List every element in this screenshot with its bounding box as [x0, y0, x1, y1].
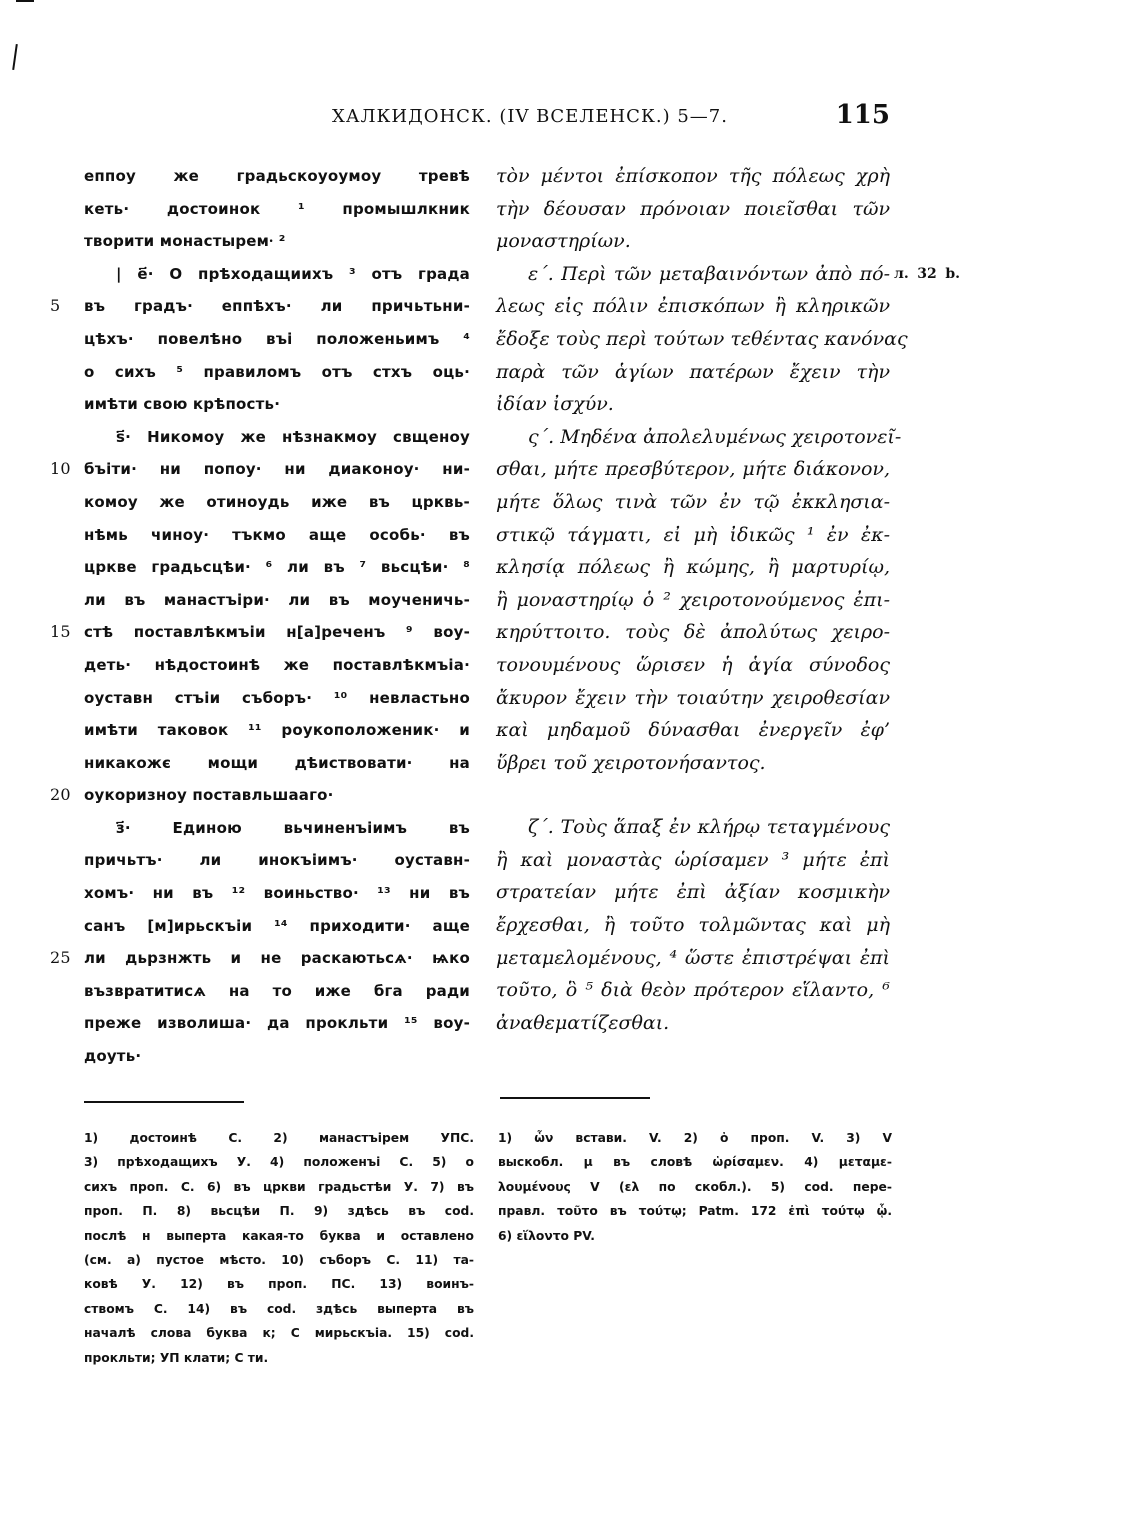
greek-line-text: ὕβρει τοῦ χειροτονήσαντος.	[496, 751, 766, 774]
slavonic-text-line	[84, 910, 470, 943]
scan-mark-left	[12, 44, 18, 70]
greek-line-text: ε΄. Περὶ τῶν μεταβαινόντων ἀπὸ πό-	[528, 262, 890, 285]
greek-text-line	[496, 356, 890, 389]
slavonic-line-text: нѣмь чиноу· тъкмо аще особь· въ	[84, 525, 470, 544]
slavonic-text-line	[84, 877, 470, 910]
greek-line-text: λεως εἰς πόλιν ἐπισκόπων ἢ κληρικῶν	[496, 295, 890, 318]
slavonic-line-text: имѣти свою крѣпость·	[84, 395, 281, 414]
greek-line-text: μοναστηρίων.	[496, 230, 631, 253]
line-number: 15	[50, 622, 71, 642]
greek-text-line	[496, 844, 890, 877]
footnote-line: 3) прѣходащихъ У. 4) положенъі С. 5) о	[84, 1155, 474, 1170]
footnote-line: 6) εἵλοντο PV.	[498, 1228, 595, 1243]
greek-line-text: ἀναθεματίζεσθαι.	[496, 1011, 670, 1034]
slavonic-line-text: причьтъ· ли инокъіимъ· оуставн-	[84, 851, 470, 870]
slavonic-text-line	[84, 551, 470, 584]
greek-line-text: μεταμελομένους, ⁴ ὥστε ἐπιστρέψαι ἐπὶ	[496, 946, 890, 969]
greek-line-text: στικῷ τάγματι, εἰ μὴ ἰδικῶς ¹ ἐν ἐκ-	[496, 523, 890, 546]
slavonic-text-line	[84, 584, 470, 617]
greek-text-line	[496, 616, 890, 649]
slavonic-line-text: деть· нѣдостоинѣ же поставлѣкмъіа·	[84, 655, 470, 674]
slavonic-line-text: възвратитисѧ на то иже бга ради	[84, 981, 470, 1000]
slavonic-text-line	[84, 486, 470, 519]
greek-line-text: κλησίᾳ πόλεως ἢ κώμης, ἢ μαρτυρίῳ,	[496, 556, 890, 579]
slavonic-text-line	[84, 160, 470, 193]
greek-line-text: καὶ μηδαμοῦ δύνασθαι ἐνεργεῖν ἐφ’	[496, 719, 890, 742]
footnote-line: правл. τοῦτο въ τούτῳ; Patm. 172 ἐπὶ τούτῳ ᾧ.	[498, 1204, 892, 1219]
slavonic-text-line	[84, 356, 470, 389]
slavonic-text-line	[84, 193, 470, 226]
slavonic-text-line	[84, 975, 470, 1008]
greek-text-line	[496, 258, 960, 291]
slavonic-line-text: хомъ· ни въ ¹² воиньство· ¹³ ни въ	[84, 884, 470, 903]
slavonic-line-text: цѣхъ· повелѣно въі положеньимъ ⁴	[84, 329, 470, 348]
greek-text-line	[496, 811, 890, 844]
greek-line-text: τοῦτο, ὃ ⁵ διὰ θεὸν πρότερον εἵλαντο, ⁶	[496, 979, 890, 1002]
slavonic-text-line	[50, 453, 470, 486]
greek-line-text: στρατείαν μήτε ἐπὶ ἀξίαν κοσμικὴν	[496, 881, 890, 904]
greek-text-line	[496, 323, 908, 356]
greek-line-text: ἄκυρον ἔχειν τὴν τοιαύτην χειροθεσίαν	[496, 686, 890, 709]
greek-text-line	[496, 551, 890, 584]
footnote-line: проп. П. 8) вьсцѣи П. 9) здѣсь въ cod.	[84, 1204, 474, 1219]
greek-line-text: παρὰ τῶν ἁγίων πατέρων ἔχειν τὴν	[496, 360, 890, 383]
slavonic-line-text: ли дьрзнжть и не раскаютьсѧ· ѩко	[84, 949, 470, 968]
greek-text-line	[496, 290, 890, 323]
greek-text-line	[496, 225, 890, 258]
page-header	[80, 100, 890, 136]
slavonic-text-line	[84, 682, 470, 715]
slavonic-text-line	[84, 812, 470, 845]
slavonic-line-text: творити монастырем⸱ ²	[84, 232, 286, 251]
page-number: 115	[835, 100, 890, 130]
footnote-line: началѣ слова буква к; С мирьскъіа. 15) cod.	[84, 1326, 474, 1341]
greek-line-text: ς΄. Μηδένα ἀπολελυμένως χειροτονεῖ-	[528, 425, 902, 448]
greek-line-text: ἔδοξε τοὺς περὶ τούτων τεθέντας κανόνας	[496, 327, 908, 350]
slavonic-text-line	[84, 225, 470, 258]
footnote-line: λουμένους V (ελ по скобл.). 5) cod. пере-	[498, 1179, 892, 1194]
slavonic-text-line	[84, 747, 470, 780]
slavonic-text-line	[50, 290, 470, 323]
slavonic-line-text: преже изволиша· да прокльти ¹⁵ воу-	[84, 1014, 470, 1033]
slavonic-line-text: санъ [м]ирьскъіи ¹⁴ приходити· аще	[84, 916, 470, 935]
greek-line-text: ἔρχεσθαι, ἢ τοῦτο τολμῶντας καὶ μὴ	[496, 914, 890, 937]
greek-text-line	[496, 453, 890, 486]
slavonic-line-text: о сихъ ⁵ правиломъ отъ стхъ оць·	[84, 362, 470, 381]
footnote-line: 1) достоинѣ С. 2) манастъірем УПС.	[84, 1131, 474, 1145]
greek-text-line	[496, 714, 890, 747]
slavonic-text-line	[84, 388, 470, 421]
slavonic-line-text: доуть·	[84, 1047, 142, 1066]
slavonic-text-line	[50, 779, 470, 812]
slavonic-line-text: кеть· достоинок ¹ промышлкник	[84, 199, 470, 218]
greek-text-line	[496, 388, 890, 421]
running-title: ХАЛКИДОНСК. (IV ВСЕЛЕНСК.) 5—7.	[332, 106, 728, 127]
slavonic-text-line	[84, 1040, 470, 1073]
slavonic-text-line	[50, 942, 470, 975]
greek-text-line	[496, 682, 890, 715]
slavonic-line-text: оукоризноу поставльшааго·	[84, 786, 334, 805]
footnote-line: выскобл. μ въ словѣ ὡρίσαμεν. 4) μεταμε-	[498, 1155, 892, 1170]
greek-line-text: τὴν δέουσαν πρόνοιαν ποιεῖσθαι τῶν	[496, 197, 890, 220]
slavonic-line-text: оуставн стъіи съборъ· ¹⁰ невластьно	[84, 688, 470, 707]
slavonic-line-text: ли въ манастъіри· ли въ моученичь-	[84, 590, 470, 609]
slavonic-line-text: комоу же отиноудь иже въ црквь-	[84, 492, 470, 511]
slavonic-line-text: въ градъ· еппѣхъ· ли причьтьни-	[84, 297, 470, 316]
greek-text-line	[496, 486, 890, 519]
greek-line-text: ζ΄. Τοὺς ἅπαξ ἐν κλήρῳ τεταγμένους	[528, 816, 890, 839]
scan-mark-top	[16, 0, 34, 2]
footnote-line: прокльти; УП клати; С ти.	[84, 1350, 269, 1365]
slavonic-line-text: еппоу же градьскоуоумоу тревѣ	[84, 167, 470, 185]
slavonic-text-line	[84, 844, 470, 877]
greek-text-line	[496, 649, 890, 682]
slavonic-line-text: никакожє мощи дѣиствовати· на	[84, 753, 470, 772]
greek-column	[496, 160, 960, 1039]
greek-text-line	[496, 974, 890, 1007]
slavonic-text-line	[50, 616, 470, 649]
greek-text-line	[496, 519, 890, 552]
footnote-line: ствомъ С. 14) въ cod. здѣсь выперта въ	[84, 1301, 474, 1316]
footnote-rule-left	[84, 1101, 244, 1103]
greek-line-text: σθαι, μήτε πρεσβύτερον, μήτε διάκονον,	[496, 458, 890, 481]
slavonic-text-line	[84, 714, 470, 747]
slavonic-text-line	[84, 323, 470, 356]
footnote-line: сихъ проп. С. 6) въ цркви градьстѣи У. 7) въ	[84, 1179, 474, 1194]
greek-line-text: ἢ καὶ μοναστὰς ὡρίσαμεν ³ μήτε ἐπὶ	[496, 848, 890, 871]
slavonic-line-text: стѣ поставлѣкмъіи н[а]реченъ ⁹ воу-	[84, 623, 470, 642]
greek-text-line	[496, 421, 902, 454]
folio-margin-note: л. 32 b.	[894, 265, 960, 282]
footnote-rule-right	[500, 1097, 650, 1099]
greek-text-line	[496, 160, 890, 193]
greek-text-line	[496, 584, 890, 617]
slavonic-line-text: | е҃· О прѣходащиихъ ³ отъ града	[116, 264, 470, 283]
slavonic-text-line	[84, 258, 470, 291]
slavonic-line-text: ѕ҃· Никомоу же нѣзнакмоу свщеноу	[116, 427, 470, 446]
line-number: 25	[50, 948, 71, 968]
slavonic-line-text: бъіти· ни попоу· ни диаконоу· ни-	[84, 460, 470, 479]
greek-text-line	[496, 193, 890, 226]
line-number: 5	[50, 296, 61, 316]
footnote-line: (см. а) пустое мѣсто. 10) съборъ С. 11) та-	[84, 1252, 474, 1267]
slavonic-text-line	[84, 519, 470, 552]
greek-line-text: τονουμένους ὥρισεν ἡ ἁγία σύνοδος	[496, 653, 890, 676]
greek-line-text: ἢ μοναστηρίῳ ὁ ² χειροτονούμενος ἐπι-	[496, 588, 890, 611]
slavonic-text-line	[84, 421, 470, 454]
slavonic-line-text: имѣти таковок ¹¹ роукоположеник· и	[84, 721, 470, 740]
greek-text-line	[496, 942, 890, 975]
greek-line-text: μήτε ὅλως τινὰ τῶν ἐν τῷ ἐκκλησια-	[496, 490, 890, 513]
slavonic-text-line	[84, 649, 470, 682]
footnote-line: ковѣ У. 12) въ проп. ПС. 13) воинъ-	[84, 1277, 474, 1292]
slavonic-line-text: з҃· Единою вьчиненъіимъ въ	[116, 818, 470, 837]
footnotes-right	[498, 1126, 892, 1248]
greek-text-line	[496, 909, 890, 942]
footnote-line: 1) ὧν встави. V. 2) ὁ проп. V. 3) V	[498, 1131, 892, 1145]
greek-line-text: κηρύττοιτο. τοὺς δὲ ἀπολύτως χειρο-	[496, 621, 890, 644]
greek-text-line	[496, 876, 890, 909]
greek-text-line	[496, 747, 890, 780]
line-number: 20	[50, 785, 71, 805]
greek-text-line	[496, 1007, 890, 1040]
church-slavonic-column	[50, 160, 470, 1073]
slavonic-line-text: црквe градьсцѣи· ⁶ ли въ ⁷ вьсцѣи· ⁸	[84, 558, 470, 577]
greek-line-text: τὸν μέντοι ἐπίσκοπον τῆς πόλεως χρὴ	[496, 165, 890, 187]
greek-line-text: ἰδίαν ἰσχύν.	[496, 393, 614, 416]
slavonic-text-line	[84, 1007, 470, 1040]
footnotes-left	[84, 1126, 474, 1370]
footnote-line: послѣ н выперта какая-то буква и оставлено	[84, 1228, 474, 1243]
line-number: 10	[50, 459, 71, 479]
